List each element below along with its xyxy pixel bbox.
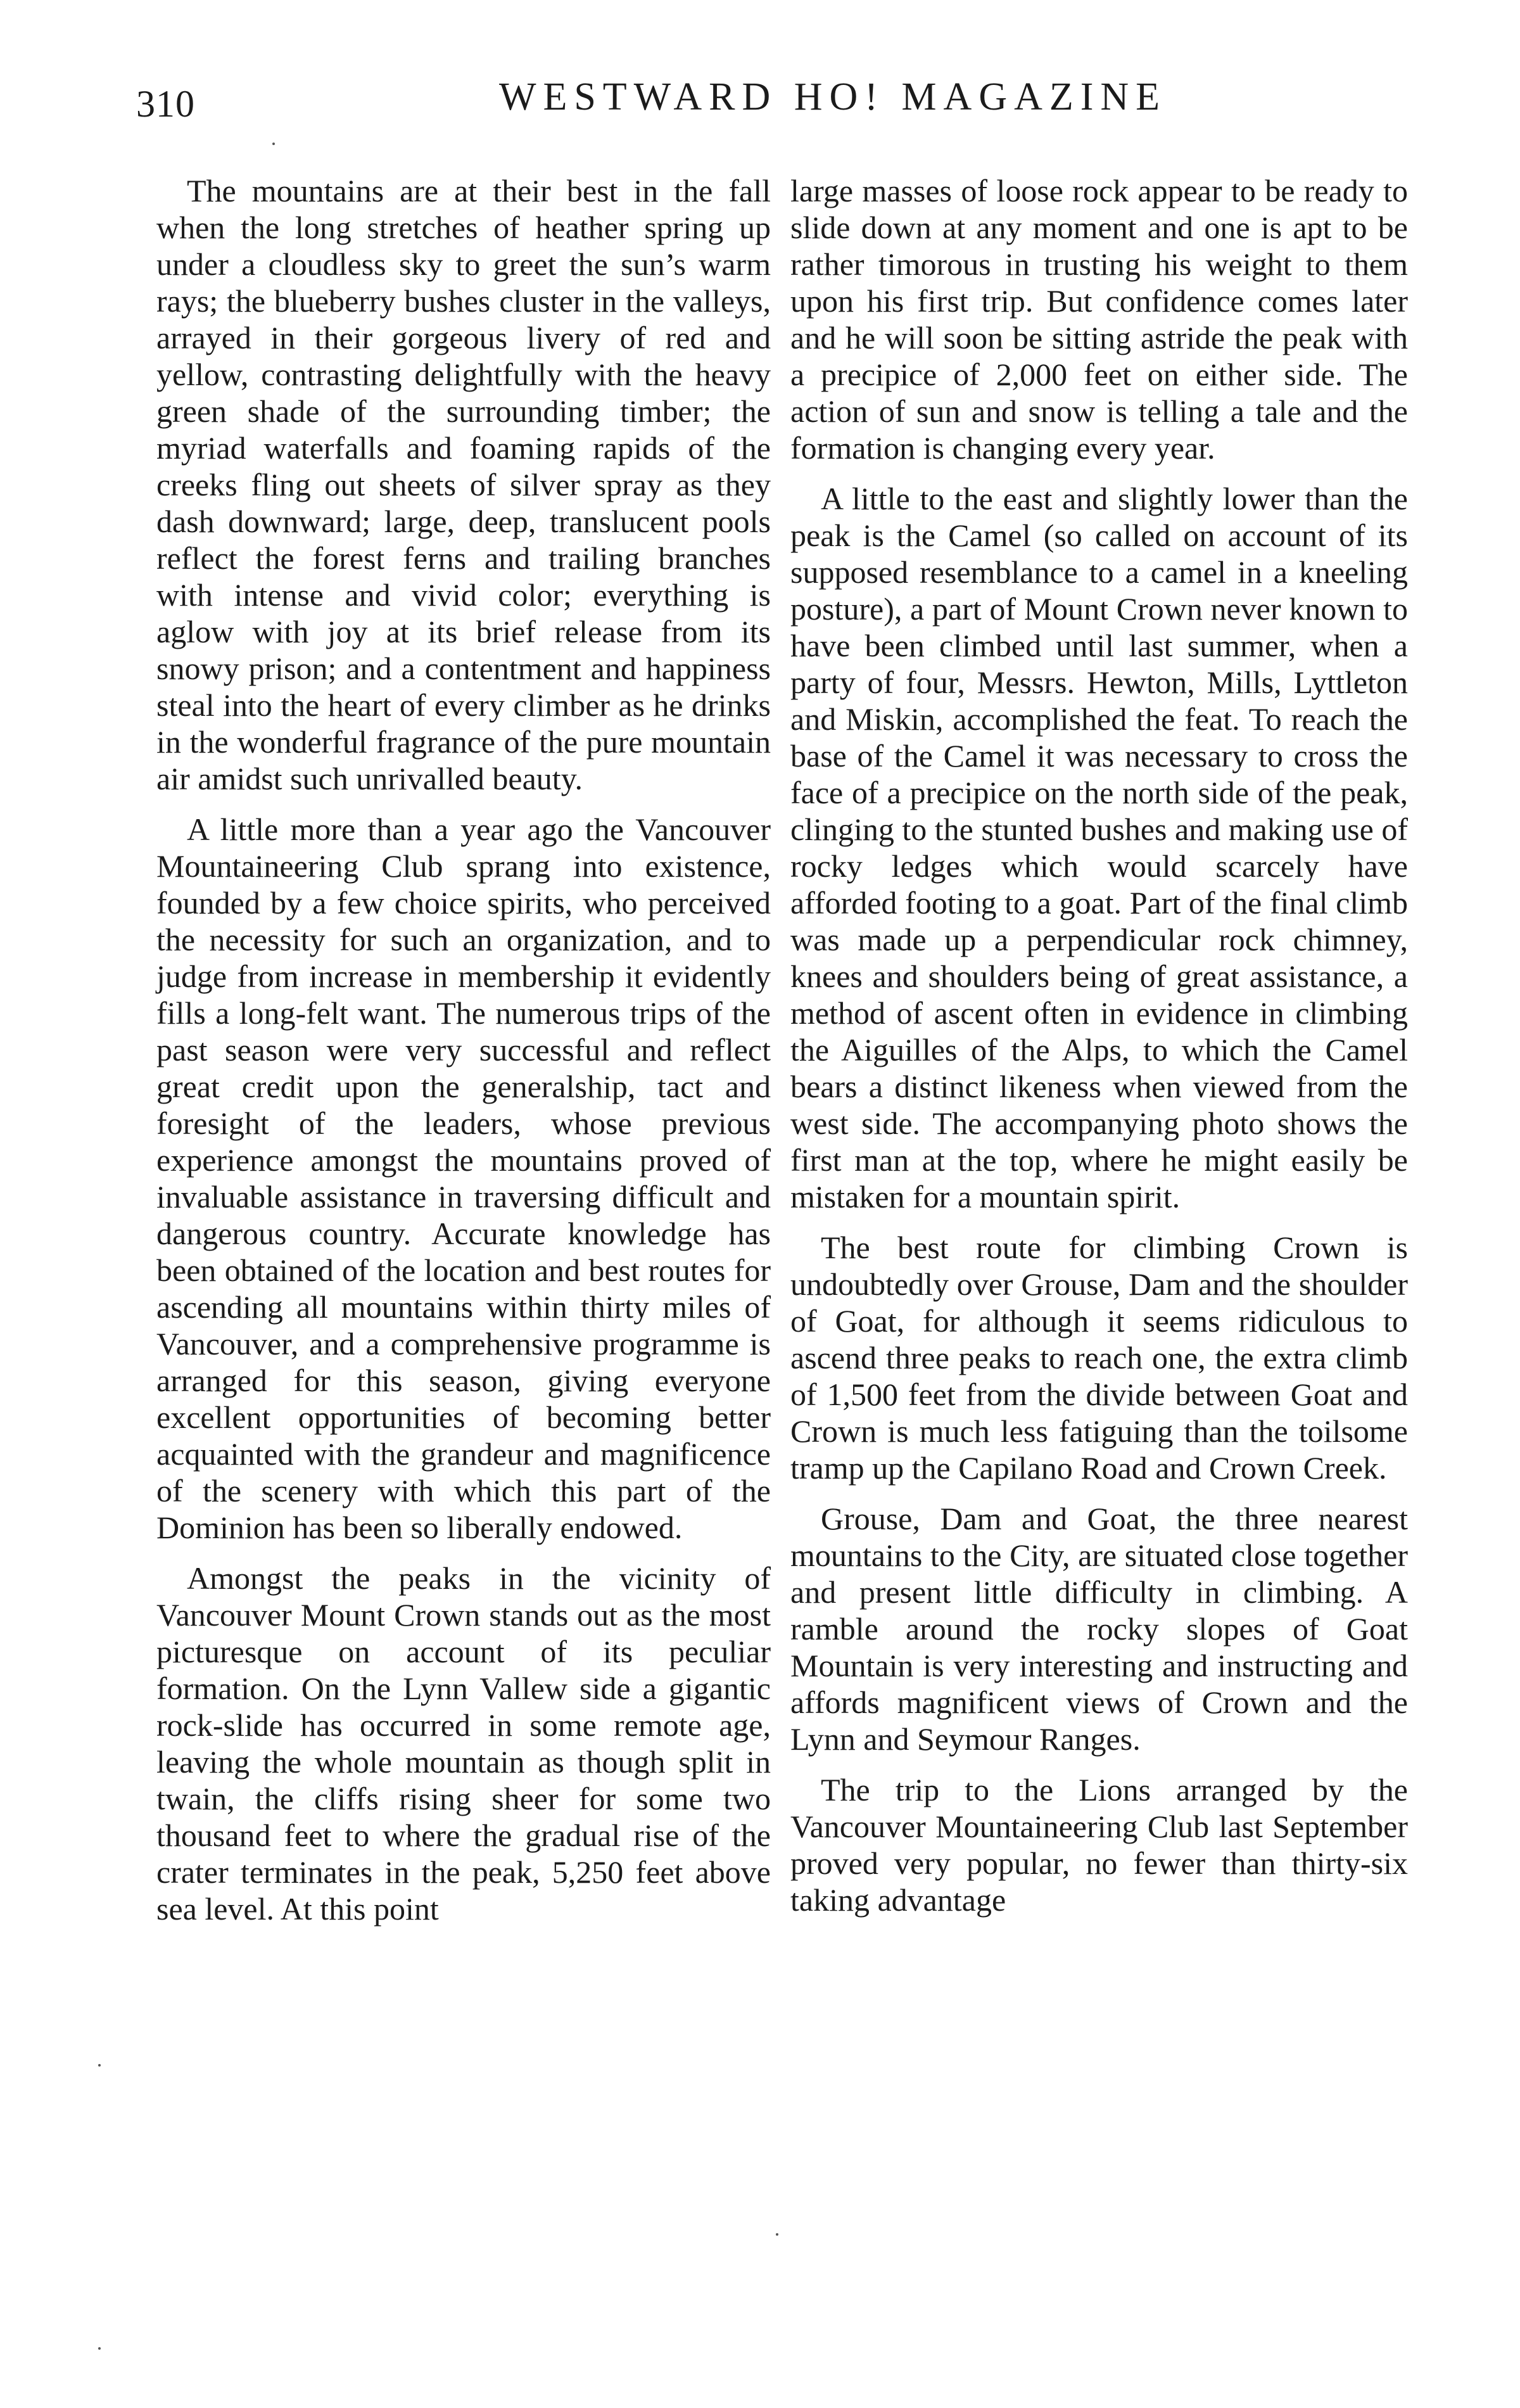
print-speck (98, 2347, 101, 2350)
paragraph-mount-crown: Amongst the peaks in the vicinity of Vancouver Mount Crown stands out as the most picturesque on account of its peculiar formation. On the Lynn Vallew side a gigantic rock-slide has occurred in some remote age, leaving the whole mountain as though split in twain, the cliffs rising sheer for some two thousand feet to where the gradual rise of the crater terminates in the peak, 5,250 feet above sea level. At this point (156, 1560, 771, 1927)
page-number: 310 (136, 83, 195, 125)
paragraph-grouse-dam-goat: Grouse, Dam and Goat, the three nearest mountains to the City, are situated close together and present little difficulty in climbing. A ramble around the rocky slopes of Goat Mountain is very interesting and instructing and affords magnificent views of Crown and the Lynn and Seymour Ranges. (790, 1501, 1408, 1757)
paragraph-mountains-in-fall: The mountains are at their best in the fall when the long stretches of heather spring up under a cloudless sky to greet the sun’s warm rays; the blueberry bushes cluster in the valleys, arrayed in their gorgeous livery of red and yellow, contrasting delightfully with the heavy green shade of the surrounding timber; the myriad waterfalls and foaming rapids of the creeks fling out sheets of silver spray as they dash downward; large, deep, translucent pools reflect the forest ferns and trailing branches with intense and vivid color; everything is aglow with joy at its brief release from its snowy prison; and a contentment and happiness steal into the heart of every climber as he drinks in the wonderful fragrance of the pure mountain air amidst such unrivalled beauty. (156, 173, 771, 796)
paragraph-continued: large masses of loose rock appear to be ready to slide down at any moment and one is apt to be rather timorous in trusting his weight to them upon his first trip. But confidence comes later and he will soon be sitting astride the peak with a precipice of 2,000 feet on either side. The action of sun and snow is telling a tale and the formation is changing every year. (790, 173, 1408, 466)
left-column (156, 172, 771, 1941)
running-title: WESTWARD HO! MAGAZINE (498, 75, 1167, 118)
page-header (136, 75, 1403, 138)
paragraph-best-route: The best route for climbing Crown is undoubtedly over Grouse, Dam and the shoulder of Goat, for although it seems ridiculous to ascend three peaks to reach one, the extra climb of 1,500 feet from the divide between Goat and Crown is much less fatiguing than the toilsome tramp up the Capilano Road and Crown Creek. (790, 1230, 1408, 1486)
print-speck (776, 2233, 778, 2236)
paragraph-mountaineering-club: A little more than a year ago the Vancouver Mountaineering Club sprang into existence, founded by a few choice spirits, who perceived the necessity for such an organization, and to judge from increase in membership it evidently fills a long-felt want. The numerous trips of the past season were very successful and reflect great credit upon the generalship, tact and foresight of the leaders, whose previous experience amongst the mountains proved of invaluable assistance in traversing difficult and dangerous country. Accurate knowledge has been obtained of the location and best routes for ascending all mountains within thirty miles of Vancouver, and a comprehensive programme is arranged for this season, giving everyone excellent opportunities of becoming better acquainted with the grandeur and magnificence of the scenery with which this part of the Dominion has been so liberally endowed. (156, 812, 771, 1545)
paragraph-the-camel: A little to the east and slightly lower than the peak is the Camel (so called on account of its supposed resemblance to a camel in a kneeling posture), a part of Mount Crown never known to have been climbed until last summer, when a party of four, Messrs. Hewton, Mills, Lyttleton and Miskin, accomplished the feat. To reach the base of the Camel it was necessary to cross the face of a precipice on the north side of the peak, clinging to the stunted bushes and making use of rocky ledges which would scarcely have afforded footing to a goat. Part of the final climb was made up a perpendicular rock chimney, knees and shoulders being of great assistance, a method of ascent often in evidence in climbing the Aiguilles of the Alps, to which the Camel bears a distinct likeness when viewed from the west side. The accompanying photo shows the first man at the top, where he might easily be mistaken for a mountain spirit. (790, 481, 1408, 1214)
print-speck (98, 2064, 101, 2067)
right-column (790, 172, 1408, 1932)
print-speck (272, 143, 275, 145)
paragraph-trip-to-lions: The trip to the Lions arranged by the Vancouver Mountaineering Club last September proved very popular, no fewer than thirty-six taking advantage (790, 1772, 1408, 1918)
